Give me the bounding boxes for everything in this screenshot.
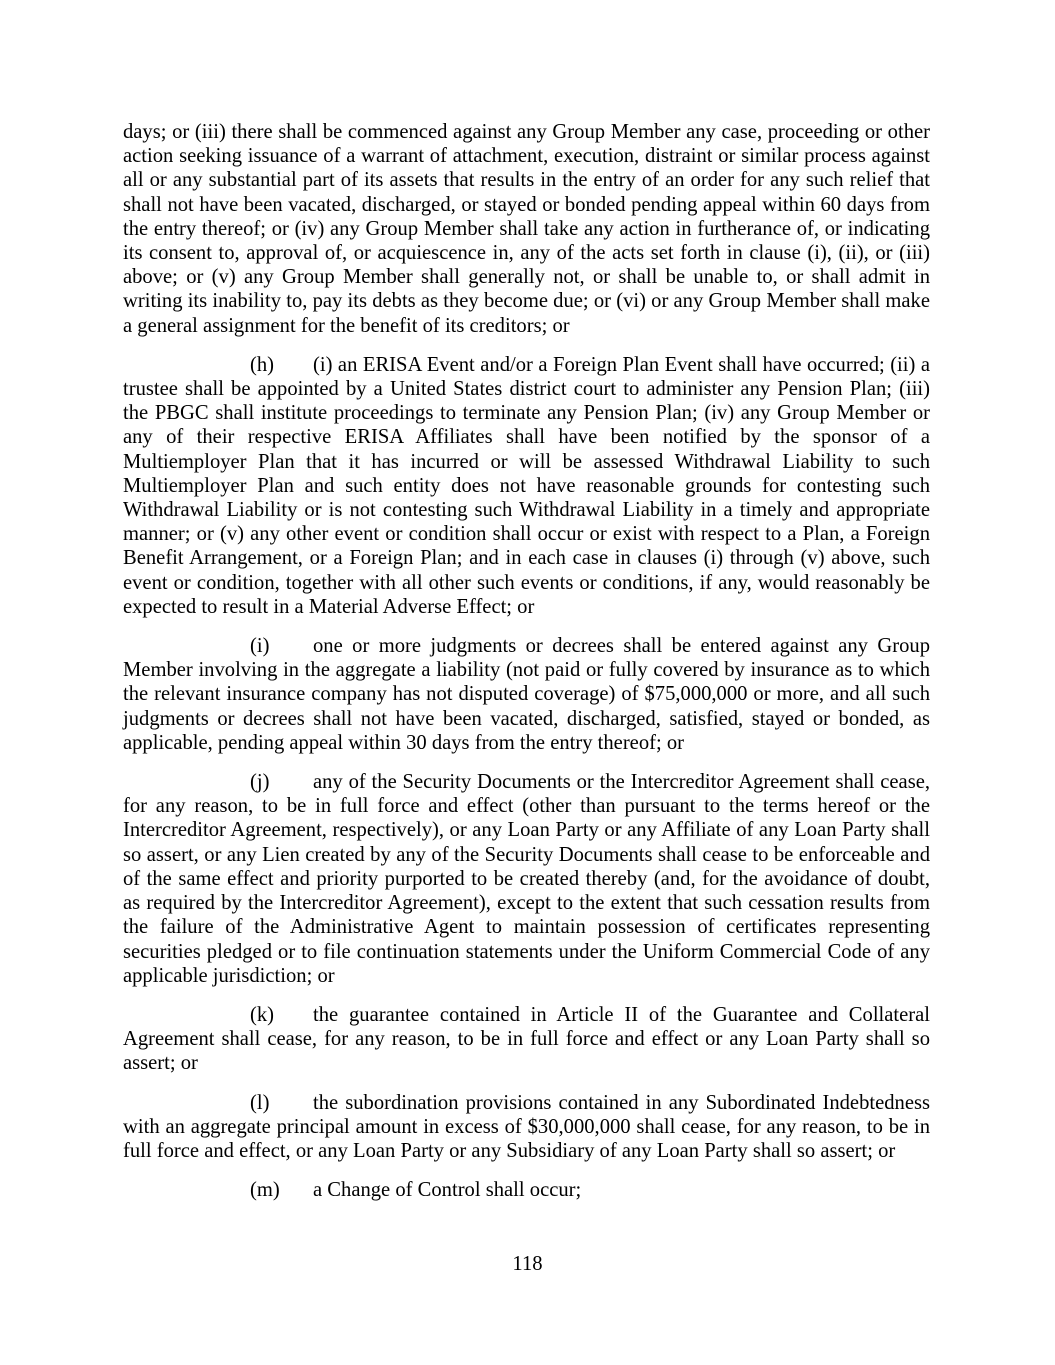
paragraph-j-text: any of the Security Documents or the Intercreditor Agreement shall cease, for any reason, to be in full force and effect (other than pursuant to the terms hereof or the Intercreditor Agreement, respectively), or any Loan Party or any Affiliate of any Loan Party shall so assert, or any Lien created by any of the Security Documents shall cease to be enforceable and of the same effect and priority purported to be created thereby (and, for the avoidance of doubt, as required by the Intercreditor Agreement), except to the extent that such cessation results from the failure of the Administrative Agent to maintain possession of certificates representing securities pledged or to file continuation statements under the Uniform Commercial Code of any applicable jurisdiction; or xyxy=(123,771,930,987)
paragraph-l-text: the subordination provisions contained in any Subordinated Indebtedness with an aggregate principal amount in excess of $30,000,000 shall cease, for any reason, to be in full force and effect, or any Loan Party or any Subsidiary of any Loan Party shall so assert; or xyxy=(123,1091,930,1162)
paragraph-k xyxy=(123,1003,930,1076)
paragraph-j xyxy=(123,770,930,988)
paragraph-i-text: one or more judgments or decrees shall be entered against any Group Member involving in the aggregate a liability (not paid or fully covered by insurance as to which the relevant insurance company has not disputed coverage) of $75,000,000 or more, and all such judgments or decrees shall not have been vacated, discharged, satisfied, stayed or bonded, as applicable, pending appeal within 30 days from the entry thereof; or xyxy=(123,635,930,754)
paragraph-h-text: (i) an ERISA Event and/or a Foreign Plan Event shall have occurred; (ii) a trustee shall be appointed by a United States district court to administer any Pension Plan; (iii) the PBGC shall institute proceedings to terminate any Pension Plan; (iv) any Group Member or any of their respective ERISA Affiliates shall have been notified by the sponsor of a Multiemployer Plan that it has incurred or will be assessed Withdrawal Liability to such Multiemployer Plan and such entity does not have reasonable grounds for contesting such Withdrawal Liability or is not contesting such Withdrawal Liability in a timely and appropriate manner; or (v) any other event or condition shall occur or exist with respect to a Plan, a Foreign Benefit Arrangement, or a Foreign Plan; and in each case in clauses (i) through (v) above, such event or condition, together with all other such events or conditions, if any, would reasonably be expected to result in a Material Adverse Effect; or xyxy=(123,353,930,618)
paragraph-h xyxy=(123,353,930,619)
paragraph-m xyxy=(123,1178,930,1202)
paragraph-k-label: (k) xyxy=(250,1003,275,1026)
paragraph-k-text: the guarantee contained in Article II of the Guarantee and Collateral Agreement shall cease, for any reason, to be in full force and effect or any Loan Party shall so assert; or xyxy=(123,1003,930,1075)
paragraph-j-label: (j) xyxy=(250,771,270,794)
page-content xyxy=(123,120,930,1202)
paragraph-h-label: (h) xyxy=(250,353,275,376)
paragraph-l xyxy=(123,1091,930,1164)
intro-paragraph: days; or (iii) there shall be commenced against any Group Member any case, proceeding or other action seeking issuance of a warrant of attachment, execution, distraint or similar process against all or any substantial part of its assets that results in the entry of an order for any such relief that shall not have been vacated, discharged, or stayed or bonded pending appeal within 60 days from the entry thereof; or (iv) any Group Member shall take any action in furtherance of, or indicating its consent to, approval of, or acquiescence in, any of the acts set forth in clause (i), (ii), or (iii) above; or (v) any Group Member shall generally not, or shall be unable to, or shall admit in writing its inability to, pay its debts as they become due; or (vi) or any Group Member shall make a general assignment for the benefit of its creditors; or xyxy=(123,121,930,337)
paragraph-i xyxy=(123,634,930,755)
paragraph-i-label: (i) xyxy=(250,635,270,658)
paragraph-l-label: (l) xyxy=(250,1091,270,1114)
paragraph-m-label: (m) xyxy=(250,1179,280,1202)
page-number: 118 xyxy=(512,1253,543,1275)
paragraph-m-text: a Change of Control shall occur; xyxy=(313,1179,582,1202)
